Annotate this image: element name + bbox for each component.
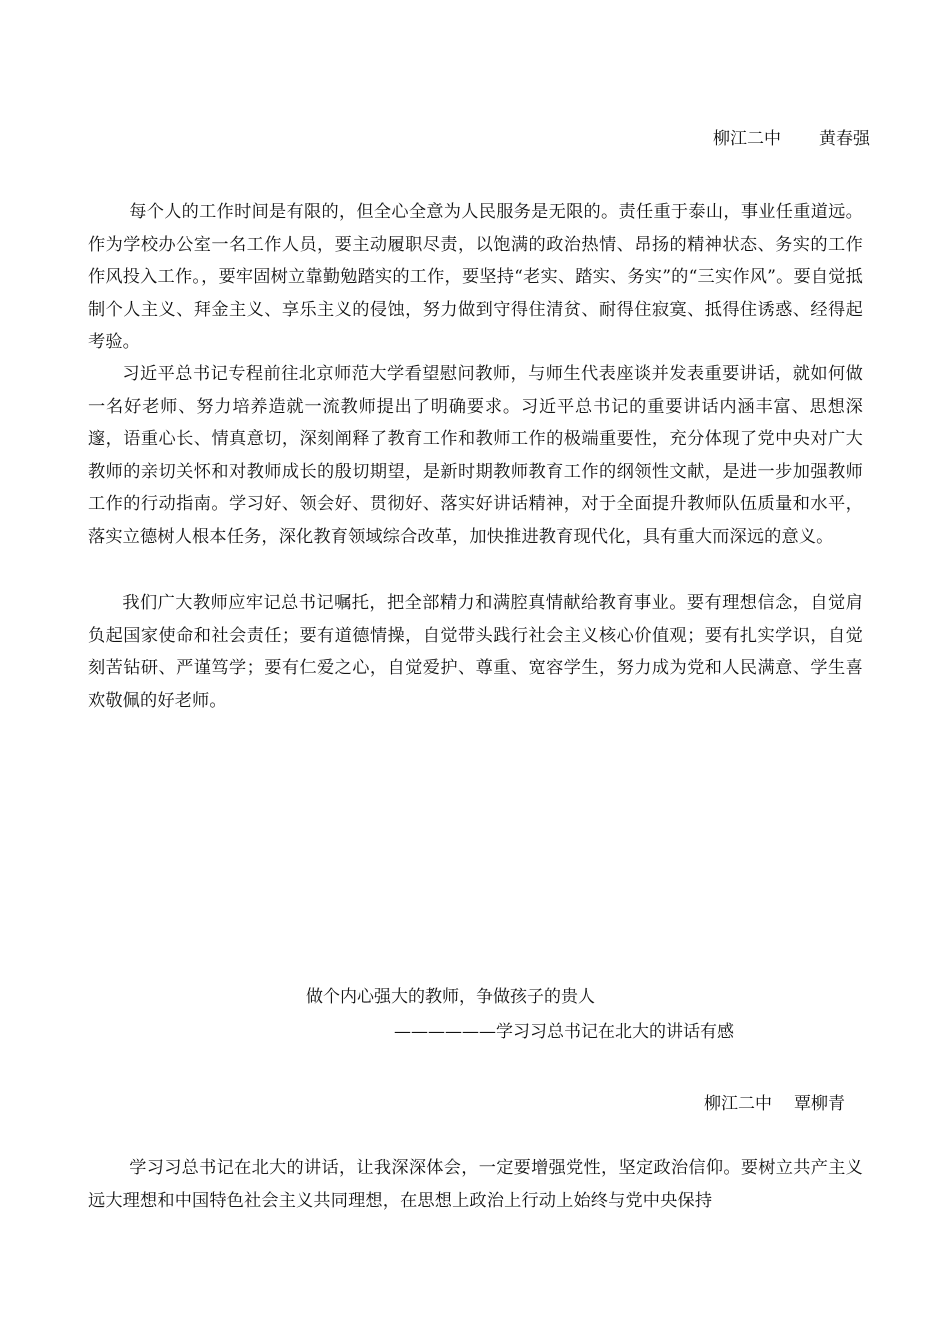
article1-paragraph-3: 我们广大教师应牢记总书记嘱托，把全部精力和满腔真情献给教育事业。要有理想信念，自觉肩负起国家使命和社会责任；要有道德情操，自觉带头践行社会主义核心价值观；要有扎实学识，自觉刻苦钻研、严谨笃学；要有仁爱之心，自觉爱护、尊重、宽容学生，努力成为党和人民满意、学生喜欢敬佩的好老师。 bbox=[88, 593, 863, 711]
article2-author-name: 覃柳青 bbox=[794, 1094, 845, 1114]
article2-author-line bbox=[640, 1092, 845, 1116]
article1-author-line bbox=[640, 127, 870, 151]
article2-paragraph-1: 学习习总书记在北大的讲话，让我深深体会，一定要增强党性，坚定政治信仰。要树立共产主义远大理想和中国特色社会主义共同理想，在思想上政治上行动上始终与党中央保持 bbox=[88, 1158, 863, 1211]
article2-paragraph-1-block bbox=[88, 1152, 863, 1217]
article1-paragraph-1-block bbox=[88, 196, 863, 359]
article2-author-school: 柳江二中 bbox=[704, 1094, 772, 1114]
article1-paragraph-1: 每个人的工作时间是有限的，但全心全意为人民服务是无限的。责任重于泰山，事业任重道远。作为学校办公室一名工作人员，要主动履职尽责，以饱满的政治热情、昂扬的精神状态、务实的工作作风投入工作。，要牢固树立靠勤勉踏实的工作，要坚持“老实、踏实、务实”的“三实作风”。要自觉抵制个人主义、拜金主义、享乐主义的侵蚀，努力做到守得住清贫、耐得住寂寞、抵得住诱惑、经得起考验。 bbox=[88, 202, 863, 352]
article1-author-school: 柳江二中 bbox=[713, 129, 781, 149]
article1-paragraph-2-block bbox=[88, 358, 863, 553]
article2-subtitle: ——————学习习总书记在北大的讲话有感 bbox=[394, 1022, 734, 1042]
article1-paragraph-3-block bbox=[88, 587, 863, 717]
article1-author-name: 黄春强 bbox=[819, 129, 870, 149]
article1-paragraph-2: 习近平总书记专程前往北京师范大学看望慰问教师，与师生代表座谈并发表重要讲话，就如何做一名好老师、努力培养造就一流教师提出了明确要求。习近平总书记的重要讲话内涵丰富、思想深邃，语重心长、情真意切，深刻阐释了教育工作和教师工作的极端重要性，充分体现了党中央对广大教师的亲切关怀和对教师成长的殷切期望，是新时期教师教育工作的纲领性文献，是进一步加强教师工作的行动指南。学习好、领会好、贯彻好、落实好讲话精神，对于全面提升教师队伍质量和水平，落实立德树人根本任务，深化教育领域综合改革，加快推进教育现代化，具有重大而深远的意义。 bbox=[88, 364, 863, 547]
article2-title: 做个内心强大的教师，争做孩子的贵人 bbox=[306, 987, 595, 1007]
